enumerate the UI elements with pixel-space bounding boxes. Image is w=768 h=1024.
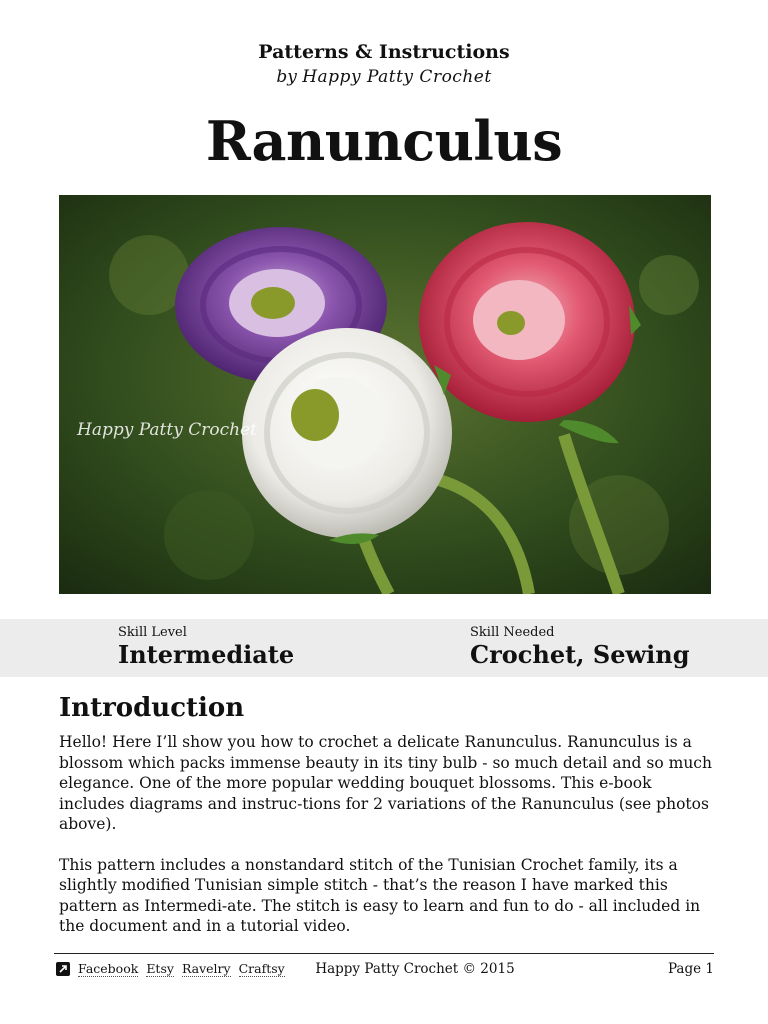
copyright: Happy Patty Crochet © 2015 — [315, 961, 515, 977]
skill-band — [0, 619, 768, 677]
etsy-link[interactable]: Etsy — [146, 961, 174, 976]
skill-level — [118, 625, 294, 669]
footer-divider — [54, 953, 714, 954]
byline-by: by — [276, 67, 297, 87]
skill-needed-value: Crochet, Sewing — [470, 640, 690, 669]
introduction-section — [59, 692, 719, 937]
skill-needed-label: Skill Needed — [470, 625, 555, 640]
flower-illustration — [59, 195, 711, 594]
skill-needed — [470, 625, 690, 669]
page-number: Page 1 — [667, 961, 714, 977]
hero-photo — [59, 195, 711, 594]
introduction-paragraph-2: This pattern includes a nonstandard stitch of the Tunisian Crochet family, its a slightly modified Tunisian simple stitch - that’s the reason I have marked this pattern as Intermedi-ate. The stitch is easy to learn and fun to do - all included in the document and in a tutorial video. — [59, 855, 701, 935]
skill-level-label: Skill Level — [118, 625, 187, 640]
series-title: Patterns & Instructions — [258, 41, 510, 63]
introduction-paragraph-1: Hello! Here I’ll show you how to crochet a delicate Ranunculus. Ranunculus is a blossom which packs immense beauty in its tiny bulb - so much detail and so much elegance. One of the more popular wedding bouquet blossoms. This e-book includes diagrams and instruc-tions for 2 variations of the Ranunculus (see photos above). — [59, 733, 712, 833]
skill-level-value: Intermediate — [118, 640, 295, 669]
page-footer — [56, 961, 714, 981]
ravelry-link[interactable]: Ravelry — [181, 961, 231, 976]
photo-watermark: Happy Patty Crochet — [77, 420, 257, 440]
brand-name: Happy Patty Crochet — [302, 67, 492, 87]
facebook-link[interactable]: Facebook — [78, 961, 139, 976]
document-header — [0, 40, 768, 89]
introduction-heading: Introduction — [59, 693, 245, 723]
craftsy-link[interactable]: Craftsy — [238, 961, 285, 976]
pattern-title: Ranunculus — [205, 109, 563, 173]
external-link-icon — [56, 962, 70, 976]
byline — [0, 65, 768, 89]
